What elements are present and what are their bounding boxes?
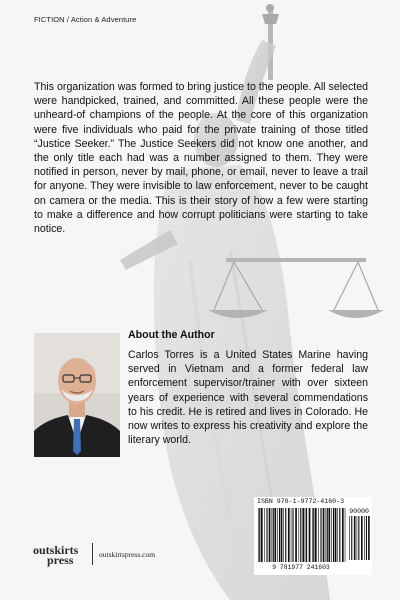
price-barcode-bar [366,516,367,560]
barcode-bar [345,508,346,562]
price-barcode-bar [368,516,370,560]
barcode-bar [258,508,259,562]
price-barcode-bar [349,516,350,560]
barcode-bar [300,508,301,562]
barcode-bar [315,508,317,562]
author-photo [34,333,120,457]
price-barcode-bar [361,516,363,560]
price-barcode-bar [364,516,365,560]
genre-label: FICTION / Action & Adventure [34,15,137,24]
price-barcode-bar [358,516,359,560]
barcode-bar [305,508,306,562]
barcode-bar [292,508,293,562]
publisher-logo [33,545,78,565]
barcode-bar [312,508,313,562]
barcode-bar [274,508,276,562]
barcode-bar [328,508,330,562]
barcode-bar [259,508,260,562]
back-cover-blurb: This organization was formed to bring justice to the people. All selected were handpicked, trained, and committed. All these people were the unheard-of champions of the people. At the core of this organization were five individuals who paid for the private training of those titled “Justice Seeker.” The Justice Seekers did not know one another, and the only title each had was a number assigned to them. They were notified in person, never by mail, phone, or email, never to leave a trail for anyone. They were invisible to law enforcement, never to be caught on camera or the media. This is their story of how a few were starting to make a difference and how corrupt politicians were starting to take notice. [34,81,368,236]
barcode-bar [320,508,321,562]
barcode-bar [309,508,311,562]
barcode-bar [273,508,274,562]
barcode-bar [342,508,344,562]
barcode-bar [285,508,286,562]
isbn-barcode-block [254,497,372,575]
barcode-bar [339,508,340,562]
barcode-bar [264,508,265,562]
barcode-bar [281,508,283,562]
barcode-bar [323,508,325,562]
ean-digits: 9 781977 241603 [272,564,330,571]
barcode-bar [327,508,328,562]
barcode-bar [261,508,263,562]
barcode-bar [331,508,332,562]
barcode-bar [318,508,319,562]
barcode-bars [257,508,347,564]
price-barcode-bar [357,516,358,560]
price-barcode-bar [351,516,352,560]
publisher-divider [92,543,93,565]
author-bio: Carlos Torres is a United States Marine having served in Vietnam and a former federal law enforcement supervisor/trainer with over sixteen years of experience with several commendations to his credit. He is retired and lives in Colorado. He now writes to express his creativity and explore the literary world. [128,349,368,447]
barcode-bar [283,508,284,562]
barcode-bar [326,508,327,562]
barcode-bar [279,508,280,562]
barcode-bar [299,508,300,562]
barcode-bar [333,508,334,562]
barcode-bar [295,508,297,562]
barcode-bar [337,508,338,562]
publisher-website: outskirtspress.com [99,550,156,559]
barcode-bar [302,508,304,562]
about-author-heading: About the Author [128,329,215,341]
isbn-label: ISBN 978-1-9772-4160-3 [257,498,345,505]
barcode-bar [291,508,292,562]
barcode-bar [277,508,278,562]
barcode-bar [266,508,267,562]
barcode-bar [313,508,314,562]
barcode-bar [269,508,271,562]
barcode-bar [335,508,337,562]
publisher-logo-line1: outskirts [33,543,79,557]
publisher-logo-line2: press [47,553,74,567]
price-code: 90000 [349,508,369,515]
price-barcode-bar [354,516,356,560]
barcode-bar [272,508,273,562]
barcode-bar [288,508,290,562]
price-barcode-bars [348,516,370,560]
barcode-bar [306,508,307,562]
